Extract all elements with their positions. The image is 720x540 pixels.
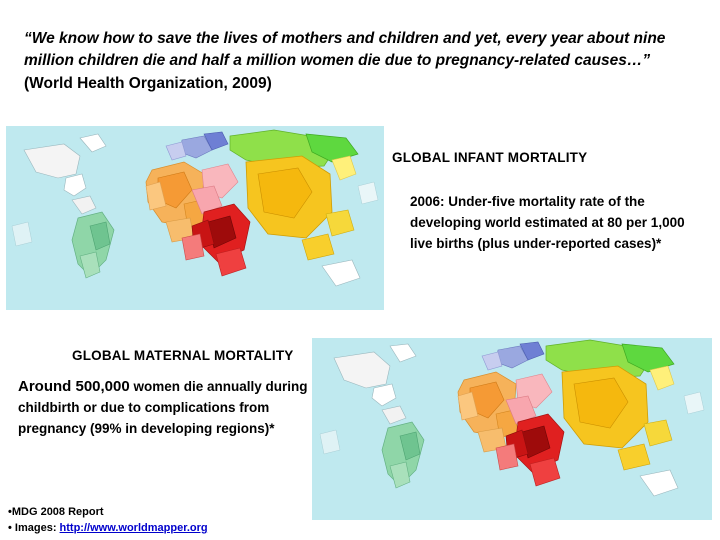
maternal-map-svg bbox=[312, 338, 712, 520]
footnote-source: •MDG 2008 Report bbox=[8, 506, 104, 518]
footnote-images bbox=[8, 522, 208, 534]
footnote-images-label: • Images: bbox=[8, 522, 60, 534]
maternal-mortality-body bbox=[18, 375, 308, 440]
infant-mortality-cartogram bbox=[6, 126, 384, 310]
quote-text bbox=[24, 28, 696, 95]
maternal-mortality-heading: GLOBAL MATERNAL MORTALITY bbox=[72, 348, 294, 363]
infant-mortality-body: 2006: Under-five mortality rate of the developing world estimated at 80 per 1,000 live births (plus under-reported cases)* bbox=[410, 194, 685, 251]
maternal-mortality-rest: women die annually during childbirth or due to complications from pregnancy (99% in developing regions)* bbox=[18, 379, 308, 437]
quote-source: (World Health Organization, 2009) bbox=[24, 74, 272, 92]
worldmapper-link[interactable]: http://www.worldmapper.org bbox=[59, 522, 208, 534]
infant-mortality-heading: GLOBAL INFANT MORTALITY bbox=[392, 150, 588, 165]
maternal-mortality-lead: Around 500,000 bbox=[18, 378, 130, 395]
infant-map-svg bbox=[6, 126, 384, 310]
maternal-mortality-cartogram bbox=[312, 338, 712, 520]
quote-body: “We know how to save the lives of mothers and children and yet, every year about nine million children die and half a million women die due to pregnancy-related causes…” bbox=[24, 30, 666, 70]
